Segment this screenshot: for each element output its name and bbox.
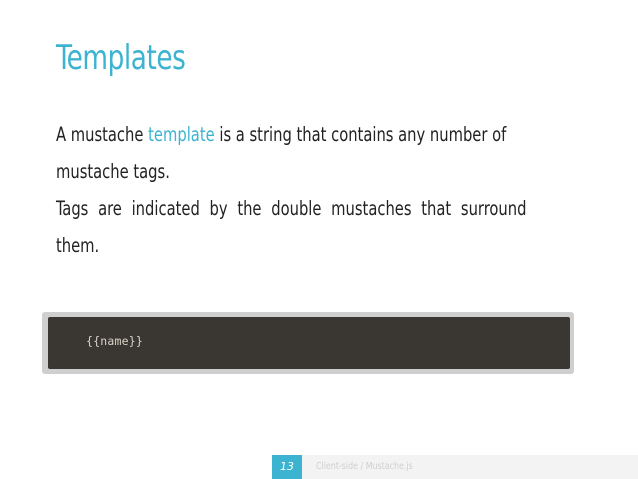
text-segment: is a string that contains any number of (214, 123, 507, 146)
footer-label: Client-side / Mustache.js (316, 461, 413, 472)
page-number-badge: 13 (272, 455, 302, 479)
text-segment: Tags are indicated by the double mustaches that surround (56, 197, 527, 220)
text-segment: mustache tags. (56, 160, 170, 183)
paragraph-tags-description (56, 190, 552, 264)
slide-title: Templates (56, 38, 186, 78)
slide-body (56, 116, 552, 264)
code-block (48, 317, 570, 369)
text-segment: A mustache (56, 123, 149, 146)
code-sample: {{name}} (86, 334, 143, 348)
paragraph-template-definition (56, 116, 552, 190)
highlight-template: template (148, 123, 215, 146)
text-segment: them. (56, 234, 100, 257)
